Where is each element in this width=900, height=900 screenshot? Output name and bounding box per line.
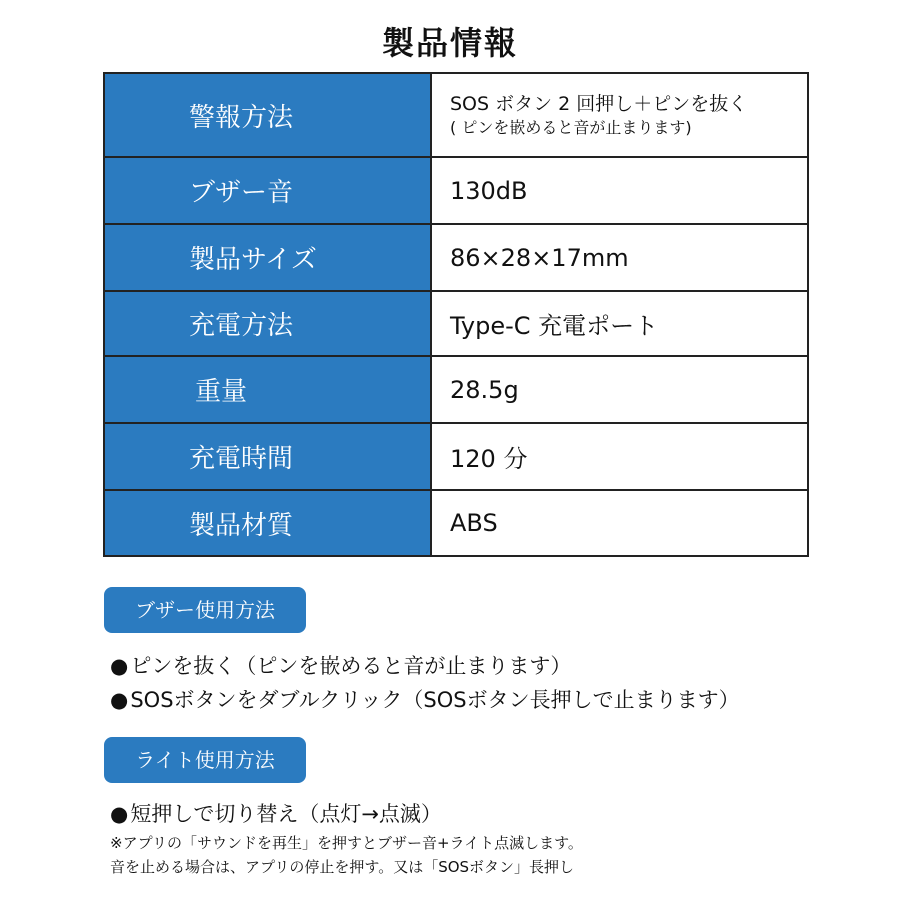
- spec-label: 充電方法: [104, 291, 431, 356]
- bullet-icon: ●: [110, 654, 129, 678]
- spec-value-line1: SOS ボタン 2 回押し＋ピンを抜く: [450, 93, 748, 115]
- list-item-text: ピンを抜く（ピンを嵌めると音が止まります）: [130, 654, 572, 678]
- spec-value: 120 分: [431, 423, 808, 490]
- spec-value: [431, 73, 808, 157]
- bullet-icon: ●: [110, 688, 129, 712]
- bullet-icon: ●: [110, 802, 129, 826]
- list-item: [110, 650, 571, 680]
- note-text: 音を止める場合は、アプリの停止を押す。又は「SOSボタン」長押し: [110, 858, 575, 876]
- list-item-text: SOSボタンをダブルクリック（SOSボタン長押しで止まります）: [130, 688, 740, 712]
- table-row: [104, 224, 808, 291]
- spec-value: 130dB: [431, 157, 808, 224]
- table-row: [104, 356, 808, 423]
- table-row: [104, 73, 808, 157]
- spec-value: 86×28×17mm: [431, 224, 808, 291]
- table-row: [104, 157, 808, 224]
- buzzer-usage-heading: ブザー使用方法: [104, 587, 306, 633]
- spec-value: Type-C 充電ポート: [431, 291, 808, 356]
- table-row: [104, 291, 808, 356]
- light-usage-heading: ライト使用方法: [104, 737, 306, 783]
- spec-value: 28.5g: [431, 356, 808, 423]
- spec-label: 警報方法: [104, 73, 431, 157]
- spec-value: ABS: [431, 490, 808, 556]
- list-item: [110, 798, 442, 828]
- page-title: 製品情報: [381, 24, 518, 62]
- spec-value-line2: ( ピンを嵌めると音が止まります): [450, 118, 692, 137]
- spec-label: ブザー音: [104, 157, 431, 224]
- note-text: ※アプリの「サウンドを再生」を押すとブザー音+ライト点滅します。: [110, 834, 583, 852]
- spec-table: [103, 72, 809, 557]
- spec-label: 重量: [104, 356, 431, 423]
- table-row: [104, 490, 808, 556]
- spec-label: 製品材質: [104, 490, 431, 556]
- spec-label: 製品サイズ: [104, 224, 431, 291]
- list-item-text: 短押しで切り替え（点灯→点滅）: [130, 802, 442, 826]
- spec-label: 充電時間: [104, 423, 431, 490]
- table-row: [104, 423, 808, 490]
- list-item: [110, 684, 740, 714]
